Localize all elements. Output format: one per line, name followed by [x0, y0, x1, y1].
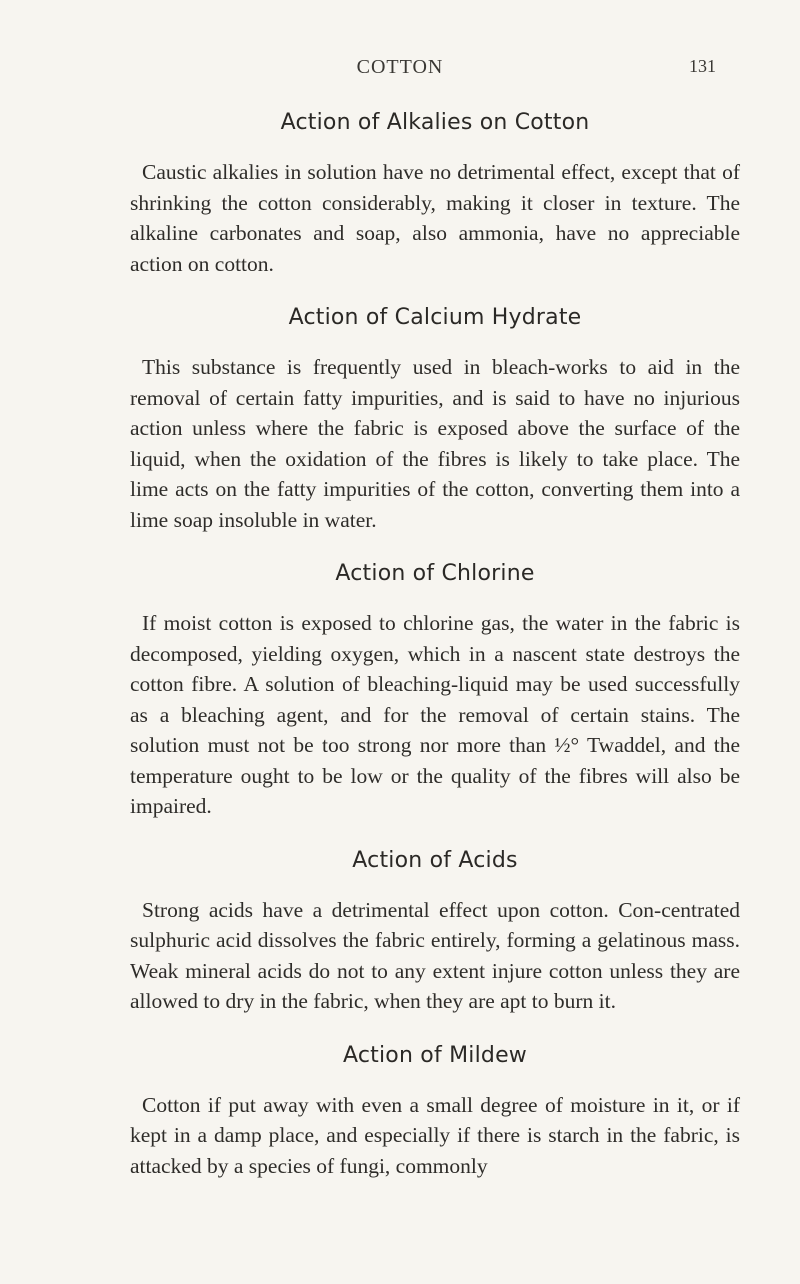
- section-mildew: [130, 1043, 740, 1182]
- section-alkalies: [130, 110, 740, 279]
- section-paragraph: Caustic alkalies in solution have no detrimental effect, except that of shrinking the cotton considerably, making it closer in texture. The alkaline carbonates and soap, also ammonia, have no appreciable action on cotton.: [130, 160, 740, 276]
- section-heading: Action of Calcium Hydrate: [288, 305, 582, 330]
- section-acids: [130, 848, 740, 1017]
- section-heading: Action of Alkalies on Cotton: [280, 110, 590, 135]
- section-chlorine: [130, 561, 740, 822]
- section-paragraph: Cotton if put away with even a small degree of moisture in it, or if kept in a damp place, and especially if there is starch in the fabric, is attacked by a species of fungi, commonly: [130, 1092, 740, 1178]
- section-heading: Action of Acids: [352, 847, 518, 873]
- section-paragraph: This substance is frequently used in bleach-works to aid in the removal of certain fatty impurities, and is said to have no injurious action unless where the fabric is exposed above the surface of the liquid, when the oxidation of the fibres is likely to take place. The lime acts on the fatty impurities of the cotton, converting them into a lime soap insoluble in water.: [130, 355, 740, 532]
- section-heading: Action of Mildew: [343, 1042, 527, 1068]
- running-title: COTTON: [356, 56, 444, 78]
- section-calcium-hydrate: [130, 305, 740, 535]
- section-paragraph: Strong acids have a detrimental effect upon cotton. Con-centrated sulphuric acid dissolves the fabric entirely, forming a gelatinous mass. Weak mineral acids do not to any extent injure cotton unless they are allowed to dry in the fabric, when they are apt to burn it.: [130, 897, 740, 1013]
- section-heading: Action of Chlorine: [335, 561, 535, 586]
- page-body: [130, 110, 740, 1207]
- running-head: [0, 56, 800, 86]
- section-paragraph: If moist cotton is exposed to chlorine gas, the water in the fabric is decomposed, yielding oxygen, which in a nascent state destroys the cotton fibre. A solution of bleaching-liquid may be used successfully as a bleaching agent, and for the removal of certain stains. The solution must not be too strong nor more than ½° Twaddel, and the temperature ought to be low or the quality of the fibres will also be impaired.: [130, 611, 740, 818]
- page-number: 131: [689, 56, 716, 76]
